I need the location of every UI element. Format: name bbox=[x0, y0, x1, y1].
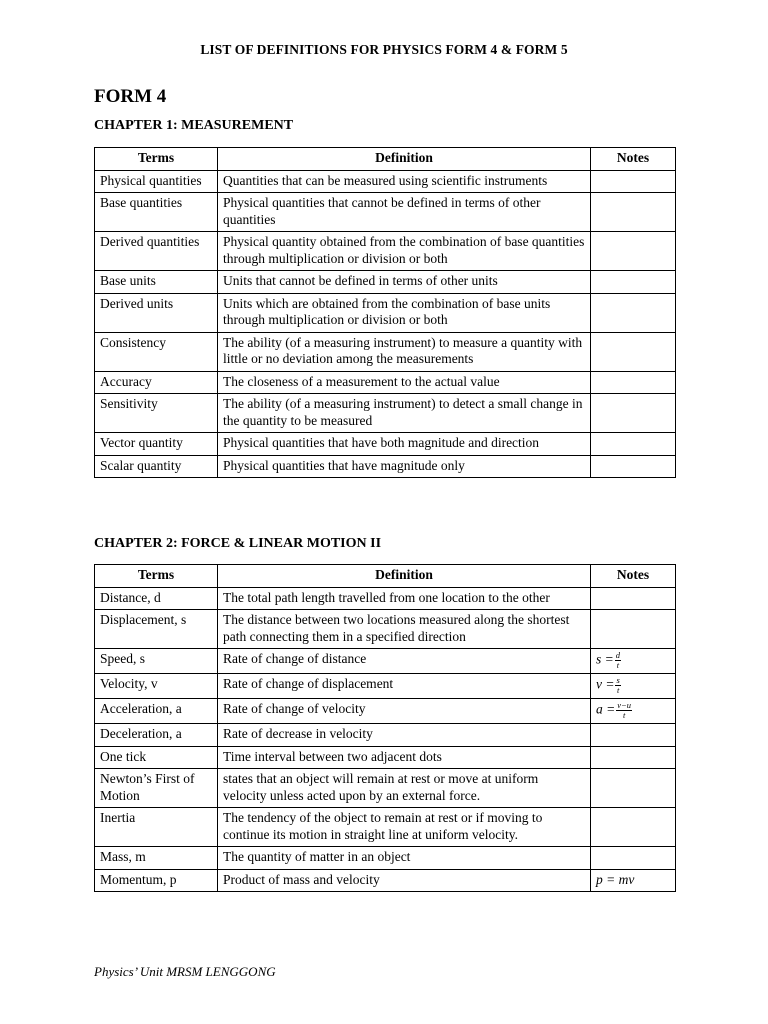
notes-cell bbox=[591, 394, 676, 433]
definition-cell: Physical quantities that cannot be defined in terms of other quantities bbox=[218, 193, 591, 232]
notes-cell bbox=[591, 587, 676, 610]
table-header-row bbox=[95, 148, 676, 171]
table-row bbox=[95, 649, 676, 674]
notes-cell bbox=[591, 674, 676, 699]
term-cell: Base units bbox=[95, 271, 218, 294]
notes-cell bbox=[591, 455, 676, 478]
definition-cell: The ability (of a measuring instrument) to measure a quantity with little or no deviation among the measurements bbox=[218, 332, 591, 371]
chapter2-heading: CHAPTER 2: FORCE & LINEAR MOTION II bbox=[94, 536, 382, 551]
chapter2-table bbox=[94, 564, 676, 892]
term-cell: Speed, s bbox=[95, 649, 218, 674]
table-row bbox=[95, 808, 676, 847]
notes-cell bbox=[591, 271, 676, 294]
table-row bbox=[95, 587, 676, 610]
formula-fraction bbox=[615, 676, 620, 695]
term-cell: Newton’s First of Motion bbox=[95, 769, 218, 808]
term-cell: Consistency bbox=[95, 332, 218, 371]
term-cell: Base quantities bbox=[95, 193, 218, 232]
formula-denominator: t bbox=[616, 685, 620, 695]
definition-cell: Product of mass and velocity bbox=[218, 869, 591, 892]
notes-cell bbox=[591, 649, 676, 674]
table-row bbox=[95, 769, 676, 808]
definition-cell: Rate of change of displacement bbox=[218, 674, 591, 699]
definition-cell: The total path length travelled from one location to the other bbox=[218, 587, 591, 610]
term-cell: Deceleration, a bbox=[95, 724, 218, 747]
notes-cell bbox=[591, 746, 676, 769]
term-cell: Accuracy bbox=[95, 371, 218, 394]
form-heading: FORM 4 bbox=[94, 86, 167, 107]
definition-cell: The closeness of a measurement to the actual value bbox=[218, 371, 591, 394]
notes-cell bbox=[591, 610, 676, 649]
notes-cell bbox=[591, 847, 676, 870]
term-cell: Vector quantity bbox=[95, 433, 218, 456]
formula-lhs: s = bbox=[596, 651, 614, 667]
term-cell: Distance, d bbox=[95, 587, 218, 610]
notes-cell bbox=[591, 808, 676, 847]
table-row bbox=[95, 699, 676, 724]
table-row bbox=[95, 724, 676, 747]
term-cell: Inertia bbox=[95, 808, 218, 847]
table-row bbox=[95, 293, 676, 332]
header-terms: Terms bbox=[95, 148, 218, 171]
header-notes: Notes bbox=[591, 148, 676, 171]
header-terms: Terms bbox=[95, 565, 218, 588]
table-row bbox=[95, 674, 676, 699]
definition-cell: The tendency of the object to remain at rest or if moving to continue its motion in straight line at uniform velocity. bbox=[218, 808, 591, 847]
document-title: LIST OF DEFINITIONS FOR PHYSICS FORM 4 & FORM 5 bbox=[200, 42, 568, 57]
notes-cell bbox=[591, 332, 676, 371]
formula-fraction bbox=[615, 651, 621, 670]
table-row bbox=[95, 271, 676, 294]
term-cell: Displacement, s bbox=[95, 610, 218, 649]
notes-cell: p = mv bbox=[591, 869, 676, 892]
term-cell: Acceleration, a bbox=[95, 699, 218, 724]
table-row bbox=[95, 232, 676, 271]
table-header-row bbox=[95, 565, 676, 588]
table-row bbox=[95, 746, 676, 769]
term-cell: Sensitivity bbox=[95, 394, 218, 433]
table-row bbox=[95, 170, 676, 193]
notes-cell bbox=[591, 724, 676, 747]
formula-numerator: v−u bbox=[617, 700, 632, 710]
table-row bbox=[95, 193, 676, 232]
table-row bbox=[95, 610, 676, 649]
definition-cell: Units which are obtained from the combination of base units through multiplication or division or both bbox=[218, 293, 591, 332]
table-row bbox=[95, 847, 676, 870]
term-cell: Derived units bbox=[95, 293, 218, 332]
table-row bbox=[95, 371, 676, 394]
definition-cell: Physical quantity obtained from the combination of base quantities through multiplication or division or both bbox=[218, 232, 591, 271]
table-row bbox=[95, 332, 676, 371]
notes-cell bbox=[591, 193, 676, 232]
term-cell: Mass, m bbox=[95, 847, 218, 870]
term-cell: Physical quantities bbox=[95, 170, 218, 193]
definition-cell: Units that cannot be defined in terms of other units bbox=[218, 271, 591, 294]
definition-cell: Quantities that can be measured using scientific instruments bbox=[218, 170, 591, 193]
formula-lhs: a = bbox=[596, 701, 616, 717]
definition-cell: The ability (of a measuring instrument) to detect a small change in the quantity to be measured bbox=[218, 394, 591, 433]
table-row bbox=[95, 869, 676, 892]
header-definition: Definition bbox=[218, 148, 591, 171]
definition-cell: Time interval between two adjacent dots bbox=[218, 746, 591, 769]
definition-cell: The distance between two locations measured along the shortest path connecting them in a specified direction bbox=[218, 610, 591, 649]
term-cell: One tick bbox=[95, 746, 218, 769]
term-cell: Momentum, p bbox=[95, 869, 218, 892]
formula-lhs: v = bbox=[596, 676, 615, 692]
notes-cell bbox=[591, 232, 676, 271]
formula-denominator: t bbox=[616, 660, 620, 670]
definition-cell: Rate of decrease in velocity bbox=[218, 724, 591, 747]
notes-cell bbox=[591, 699, 676, 724]
notes-cell bbox=[591, 371, 676, 394]
definition-cell: Physical quantities that have both magnitude and direction bbox=[218, 433, 591, 456]
chapter1-heading: CHAPTER 1: MEASUREMENT bbox=[94, 118, 294, 133]
definition-cell: Rate of change of velocity bbox=[218, 699, 591, 724]
footer-text: Physics’ Unit MRSM LENGGONG bbox=[94, 964, 276, 979]
formula-numerator: d bbox=[615, 650, 620, 660]
table-row bbox=[95, 433, 676, 456]
notes-cell bbox=[591, 433, 676, 456]
definition-cell: Rate of change of distance bbox=[218, 649, 591, 674]
notes-cell bbox=[591, 769, 676, 808]
definition-cell: states that an object will remain at rest or move at uniform velocity unless acted upon by an external force. bbox=[218, 769, 591, 808]
header-notes: Notes bbox=[591, 565, 676, 588]
chapter1-table bbox=[94, 147, 676, 478]
definition-cell: Physical quantities that have magnitude only bbox=[218, 455, 591, 478]
notes-cell bbox=[591, 293, 676, 332]
term-cell: Derived quantities bbox=[95, 232, 218, 271]
formula-fraction bbox=[616, 701, 632, 720]
table-row bbox=[95, 455, 676, 478]
formula-numerator: s bbox=[616, 675, 620, 685]
table-row bbox=[95, 394, 676, 433]
formula-denominator: t bbox=[622, 710, 626, 720]
notes-cell bbox=[591, 170, 676, 193]
header-definition: Definition bbox=[218, 565, 591, 588]
definition-cell: The quantity of matter in an object bbox=[218, 847, 591, 870]
term-cell: Velocity, v bbox=[95, 674, 218, 699]
term-cell: Scalar quantity bbox=[95, 455, 218, 478]
